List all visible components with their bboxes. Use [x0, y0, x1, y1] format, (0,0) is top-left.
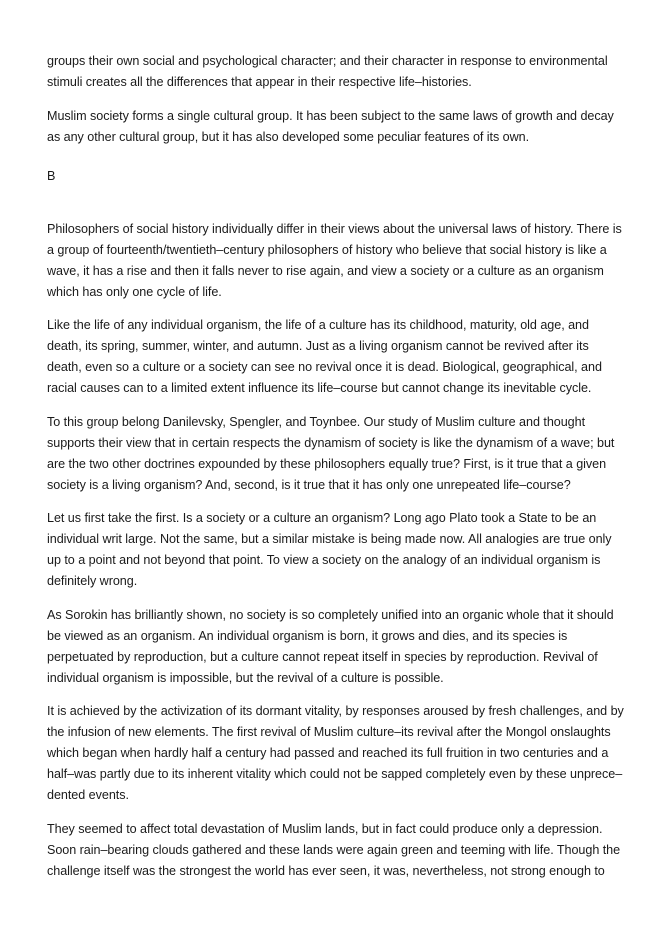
text-line: stimuli creates all the differences that appear in their respective life–histories. [47, 75, 472, 89]
text-line: are the two other doctrines expounded by these philosophers equally true? First, is it true that a given [47, 456, 607, 471]
text-line: groups their own social and psychological character; and their character in response to environmental [47, 54, 608, 68]
text-line: Soon rain–bearing clouds gathered and these lands were again green and teeming with life. Though the [47, 842, 621, 857]
text-line: Philosophers of social history individually differ in their views about the universal laws of history. There is [47, 221, 622, 236]
text-line: as any other cultural group, but it has also developed some peculiar features of its own. [47, 129, 530, 144]
paragraph-4 [47, 315, 647, 399]
text-line: wave, it has a rise and then it falls never to rise again, and view a society or a culture as an organism [47, 263, 604, 278]
paragraph-2 [47, 106, 647, 148]
paragraph-1 [47, 51, 647, 93]
text-line: Like the life of any individual organism, the life of a culture has its childhood, maturity, old age, and [47, 318, 589, 332]
text-line: death, its spring, summer, winter, and autumn. Just as a living organism cannot be revived after its [47, 339, 589, 353]
text-line: To this group belong Danilevsky, Spengler, and Toynbee. Our study of Muslim culture and thought [47, 414, 586, 429]
text-line: be viewed as an organism. An individual organism is born, it grows and dies, and its species is [47, 628, 568, 643]
text-line: which began when hardly half a century had passed and reached its full fruition in two centuries and a [47, 746, 609, 760]
paragraph-9 [47, 819, 647, 882]
paragraph-3 [47, 219, 647, 303]
text-line: death, even so a culture or a society can see no revival once it is dead. Biological, geographical, and [47, 360, 602, 374]
text-line: definitely wrong. [47, 574, 138, 588]
text-line: They seemed to affect total devastation of Muslim lands, but in fact could produce only a depression. [47, 821, 603, 836]
text-line: individual organism is impossible, but the revival of a culture is possible. [47, 670, 444, 685]
text-line: the infusion of new elements. The first revival of Muslim culture–its revival after the Mongol onslaughts [47, 725, 611, 739]
text-line: racial causes can to a limited extent influence its life–course but cannot change its inevitable cycle. [47, 381, 592, 395]
text-line: individual writ large. Not the same, but a similar mistake is being made now. All analogies are true only [47, 532, 612, 546]
text-line: It is achieved by the activization of its dormant vitality, by responses aroused by fresh challenges, and by [47, 704, 624, 718]
text-line: which has only one cycle of life. [47, 284, 222, 299]
text-line: a group of fourteenth/twentieth–century philosophers of history who believe that social history is like a [47, 242, 607, 257]
text-line: half–was partly due to its inherent vitality which could not be sapped completely even by these unprece– [47, 767, 623, 781]
text-line: perpetuated by reproduction, but a culture cannot repeat itself in species by reproduction. Revival of [47, 649, 598, 664]
paragraph-7 [47, 605, 647, 689]
text-line: dented events. [47, 788, 129, 802]
document-page [47, 51, 647, 894]
paragraph-6 [47, 508, 647, 592]
text-line: society is a living organism? And, second, is it true that it has only one unrepeated life–course? [47, 477, 571, 492]
paragraph-8 [47, 701, 647, 806]
text-line: Muslim society forms a single cultural group. It has been subject to the same laws of growth and decay [47, 108, 614, 123]
paragraph-5 [47, 412, 647, 496]
text-line: challenge itself was the strongest the world has ever seen, it was, nevertheless, not strong enough to [47, 863, 605, 878]
text-line: Let us first take the first. Is a society or a culture an organism? Long ago Plato took a State to be an [47, 511, 597, 525]
text-line: As Sorokin has brilliantly shown, no society is so completely unified into an organic whole that it should [47, 607, 614, 622]
section-heading: B [47, 168, 56, 183]
text-line: supports their view that in certain respects the dynamism of society is like the dynamism of a wave; but [47, 435, 615, 450]
text-line: up to a point and not beyond that point. To view a society on the analogy of an individual organism is [47, 553, 601, 567]
